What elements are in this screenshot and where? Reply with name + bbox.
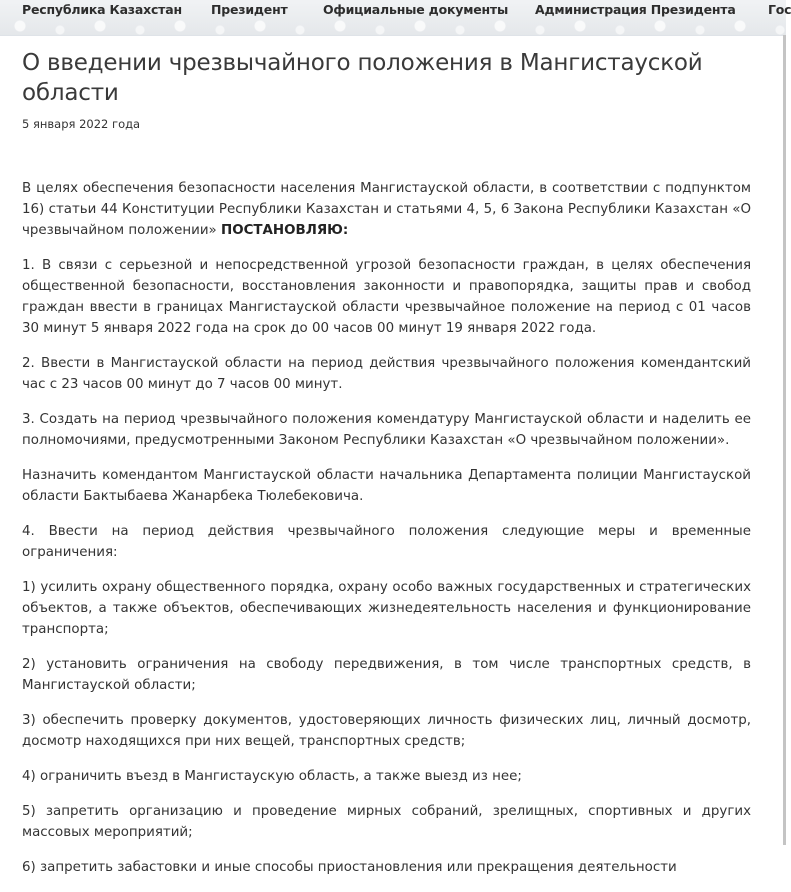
measure-1: 1) усилить охрану общественного порядка, охрану особо важных государственных и стратегических объектов, а также объектов, обеспечивающих жизнедеятельность населения и функционирование транспорта; bbox=[22, 580, 751, 637]
article-body bbox=[22, 178, 751, 878]
nav-link-government[interactable]: Гос bbox=[768, 2, 791, 17]
page-scrollbar[interactable] bbox=[783, 35, 786, 845]
top-navigation bbox=[0, 0, 791, 36]
paragraph-2: 2. Ввести в Мангистауской области на период действия чрезвычайного положения комендантский час с 23 часов 00 минут до 7 часов 00 минут. bbox=[22, 356, 751, 392]
paragraph-commandant: Назначить комендантом Мангистауской области начальника Департамента полиции Мангистауской области Бактыбаева Жанарбека Тюлебековича. bbox=[22, 468, 751, 504]
measure-4: 4) ограничить въезд в Мангистаускую область, а также выезд из нее; bbox=[22, 769, 522, 784]
nav-link-president[interactable]: Президент bbox=[211, 2, 288, 17]
publication-date: 5 января 2022 года bbox=[22, 117, 141, 131]
measure-5: 5) запретить организацию и проведение мирных собраний, зрелищных, спортивных и других массовых мероприятий; bbox=[22, 804, 751, 840]
nav-link-official-documents[interactable]: Официальные документы bbox=[323, 2, 509, 17]
nav-link-republic[interactable]: Республика Казахстан bbox=[22, 2, 182, 17]
intro-text: В целях обеспечения безопасности населения Мангистауской области, в соответствии с подпунктом 16) статьи 44 Конституции Республики Казахстан и статьями 4, 5, 6 Закона Республики Казахстан «О чрезвычайном положении» bbox=[22, 181, 751, 238]
paragraph-4: 4. Ввести на период действия чрезвычайного положения следующие меры и временные ограничения: bbox=[22, 524, 751, 560]
measure-6: 6) запретить забастовки и иные способы приостановления или прекращения деятельности bbox=[22, 860, 677, 875]
intro-paragraph bbox=[22, 178, 751, 241]
article bbox=[22, 48, 751, 892]
measure-2: 2) установить ограничения на свободу передвижения, в том числе транспортных средств, в Мангистауской области; bbox=[22, 657, 751, 693]
intro-emphasis: ПОСТАНОВЛЯЮ: bbox=[220, 223, 349, 238]
paragraph-3: 3. Создать на период чрезвычайного положения комендатуру Мангистауской области и наделить ее полномочиями, предусмотренными Законом Республики Казахстан «О чрезвычайном положении». bbox=[22, 412, 751, 448]
measure-3: 3) обеспечить проверку документов, удостоверяющих личность физических лиц, личный досмотр, досмотр находящихся при них вещей, транспортных средств; bbox=[22, 713, 751, 749]
paragraph-1: 1. В связи с серьезной и непосредственной угрозой безопасности граждан, в целях обеспечения общественной безопасности, восстановления законности и правопорядка, защиты прав и свобод граждан ввести в границах Мангистауской области чрезвычайное положение на период с 01 часов 30 минут 5 января 2022 года на срок до 00 часов 00 минут 19 января 2022 года. bbox=[22, 258, 751, 336]
page-title: О введении чрезвычайного положения в Мангистауской области bbox=[22, 50, 703, 106]
nav-link-administration[interactable]: Администрация Президента bbox=[535, 2, 736, 17]
